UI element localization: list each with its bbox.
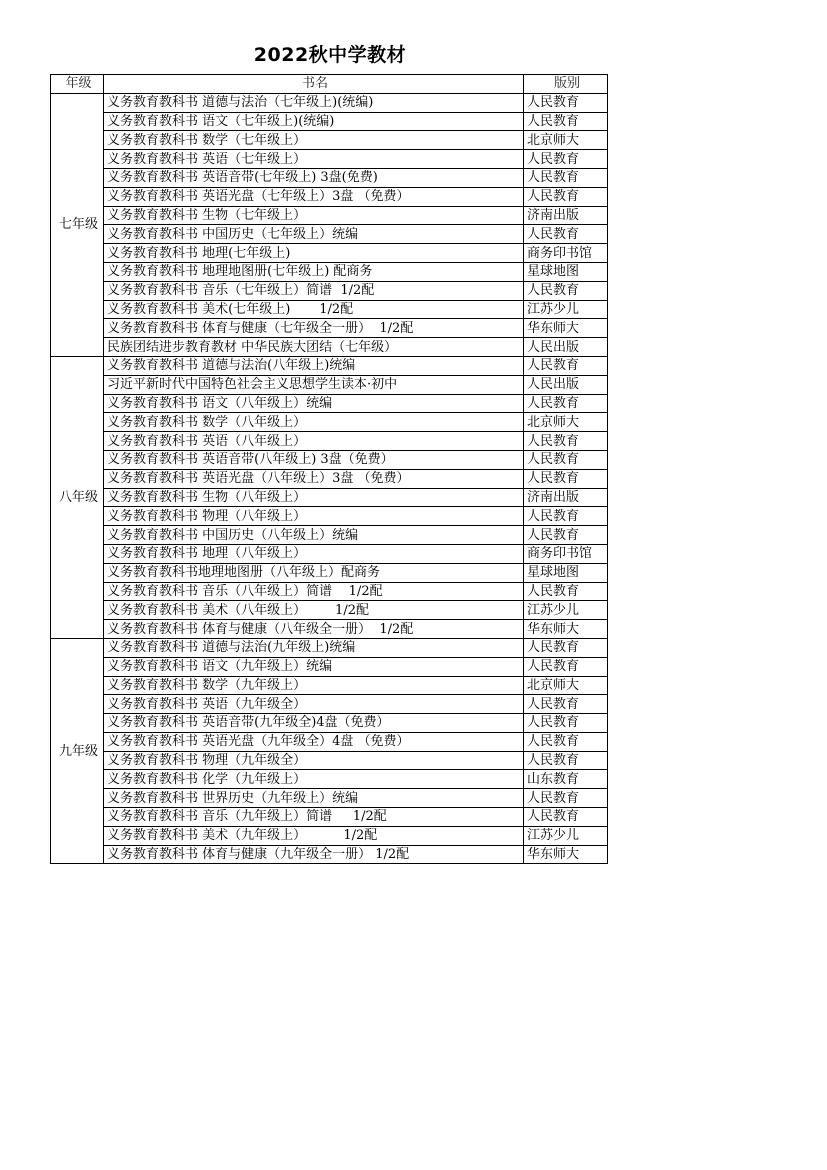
book-title-cell: 义务教育教科书 英语音带(九年级全)4盘（免费） [104, 714, 524, 733]
publisher-cell: 星球地图 [524, 563, 608, 582]
book-title-cell: 义务教育教科书 语文（八年级上）统编 [104, 394, 524, 413]
book-title-cell: 义务教育教科书 物理（八年级上） [104, 507, 524, 526]
table-row [51, 657, 608, 676]
book-title-cell: 义务教育教科书 生物（七年级上） [104, 206, 524, 225]
book-title-cell: 义务教育教科书 体育与健康（八年级全一册） 1/2配 [104, 620, 524, 639]
publisher-cell: 人民教育 [524, 714, 608, 733]
table-row [51, 695, 608, 714]
publisher-cell: 人民教育 [524, 507, 608, 526]
table-row [51, 281, 608, 300]
book-title-cell: 义务教育教科书 美术（九年级上） 1/2配 [104, 826, 524, 845]
table-row [51, 244, 608, 263]
publisher-cell: 人民教育 [524, 150, 608, 169]
textbook-table-body [51, 75, 608, 864]
table-row [51, 714, 608, 733]
book-title-cell: 义务教育教科书 道德与法治(八年级上)统编 [104, 356, 524, 375]
publisher-cell: 华东师大 [524, 319, 608, 338]
publisher-cell: 济南出版 [524, 488, 608, 507]
publisher-cell: 北京师大 [524, 413, 608, 432]
table-row [51, 469, 608, 488]
book-title-cell: 义务教育教科书 英语音带(八年级上) 3盘（免费） [104, 450, 524, 469]
book-title-cell: 义务教育教科书 中国历史（八年级上）统编 [104, 526, 524, 545]
book-title-cell: 义务教育教科书 英语光盘（八年级上）3盘 （免费） [104, 469, 524, 488]
publisher-cell: 北京师大 [524, 131, 608, 150]
book-title-cell: 义务教育教科书 生物（八年级上） [104, 488, 524, 507]
book-title-cell: 义务教育教科书地理地图册（八年级上）配商务 [104, 563, 524, 582]
publisher-cell: 人民教育 [524, 281, 608, 300]
table-row [51, 488, 608, 507]
book-title-cell: 义务教育教科书 英语（九年级全） [104, 695, 524, 714]
header-book: 书名 [104, 75, 524, 94]
publisher-cell: 人民教育 [524, 657, 608, 676]
publisher-cell: 人民教育 [524, 751, 608, 770]
publisher-cell: 人民教育 [524, 112, 608, 131]
publisher-cell: 江苏少儿 [524, 300, 608, 319]
book-title-cell: 义务教育教科书 英语音带(七年级上) 3盘(免费) [104, 168, 524, 187]
publisher-cell: 华东师大 [524, 845, 608, 864]
table-row [51, 507, 608, 526]
publisher-cell: 人民教育 [524, 638, 608, 657]
book-title-cell: 义务教育教科书 地理（八年级上） [104, 544, 524, 563]
book-title-cell: 义务教育教科书 数学（八年级上） [104, 413, 524, 432]
table-row [51, 432, 608, 451]
table-row [51, 131, 608, 150]
book-title-cell: 义务教育教科书 音乐（九年级上）简谱 1/2配 [104, 808, 524, 827]
book-title-cell: 义务教育教科书 体育与健康（七年级全一册） 1/2配 [104, 319, 524, 338]
book-title-cell: 义务教育教科书 音乐（七年级上）简谱 1/2配 [104, 281, 524, 300]
publisher-cell: 江苏少儿 [524, 826, 608, 845]
book-title-cell: 义务教育教科书 语文（七年级上)(统编) [104, 112, 524, 131]
book-title-cell: 义务教育教科书 世界历史（九年级上）统编 [104, 789, 524, 808]
header-publisher: 版别 [524, 75, 608, 94]
table-row [51, 394, 608, 413]
publisher-cell: 商务印书馆 [524, 244, 608, 263]
publisher-cell: 人民教育 [524, 394, 608, 413]
table-row [51, 187, 608, 206]
table-row [51, 544, 608, 563]
publisher-cell: 人民教育 [524, 526, 608, 545]
table-row [51, 601, 608, 620]
header-grade: 年级 [51, 75, 104, 94]
publisher-cell: 星球地图 [524, 262, 608, 281]
publisher-cell: 人民教育 [524, 582, 608, 601]
book-title-cell: 义务教育教科书 中国历史（七年级上）统编 [104, 225, 524, 244]
book-title-cell: 义务教育教科书 英语（七年级上） [104, 150, 524, 169]
page-title: 2022秋中学教材 [253, 44, 407, 66]
table-row [51, 262, 608, 281]
publisher-cell: 人民教育 [524, 93, 608, 112]
book-title-cell: 义务教育教科书 数学（九年级上） [104, 676, 524, 695]
book-title-cell: 义务教育教科书 化学（九年级上） [104, 770, 524, 789]
book-title-cell: 义务教育教科书 数学（七年级上） [104, 131, 524, 150]
table-row [51, 563, 608, 582]
book-title-cell: 义务教育教科书 道德与法治(九年级上)统编 [104, 638, 524, 657]
book-title-cell: 义务教育教科书 美术(七年级上) 1/2配 [104, 300, 524, 319]
publisher-cell: 人民教育 [524, 450, 608, 469]
table-row [51, 225, 608, 244]
publisher-cell: 人民教育 [524, 168, 608, 187]
publisher-cell: 人民教育 [524, 789, 608, 808]
table-row [51, 93, 608, 112]
grade-cell: 七年级 [51, 93, 104, 356]
publisher-cell: 人民教育 [524, 469, 608, 488]
book-title-cell: 义务教育教科书 地理地图册(七年级上) 配商务 [104, 262, 524, 281]
table-row [51, 826, 608, 845]
book-title-cell: 习近平新时代中国特色社会主义思想学生读本·初中 [104, 375, 524, 394]
table-row [51, 676, 608, 695]
table-row [51, 770, 608, 789]
table-row [51, 620, 608, 639]
publisher-cell: 人民教育 [524, 187, 608, 206]
book-title-cell: 义务教育教科书 物理（九年级全） [104, 751, 524, 770]
table-row [51, 300, 608, 319]
grade-cell: 八年级 [51, 356, 104, 638]
table-row [51, 638, 608, 657]
table-row [51, 338, 608, 357]
publisher-cell: 北京师大 [524, 676, 608, 695]
table-row [51, 356, 608, 375]
table-row [51, 168, 608, 187]
publisher-cell: 人民教育 [524, 732, 608, 751]
table-row [51, 582, 608, 601]
book-title-cell: 义务教育教科书 地理(七年级上) [104, 244, 524, 263]
table-row [51, 808, 608, 827]
table-row [51, 319, 608, 338]
book-title-cell: 义务教育教科书 语文（九年级上）统编 [104, 657, 524, 676]
book-title-cell: 义务教育教科书 英语光盘（七年级上）3盘 （免费） [104, 187, 524, 206]
publisher-cell: 人民出版 [524, 338, 608, 357]
table-row [51, 375, 608, 394]
table-row [51, 732, 608, 751]
grade-cell: 九年级 [51, 638, 104, 864]
header-row [51, 75, 608, 94]
table-row [51, 413, 608, 432]
publisher-cell: 人民教育 [524, 356, 608, 375]
publisher-cell: 人民教育 [524, 695, 608, 714]
table-row [51, 206, 608, 225]
publisher-cell: 人民教育 [524, 432, 608, 451]
book-title-cell: 义务教育教科书 体育与健康（九年级全一册） 1/2配 [104, 845, 524, 864]
book-title-cell: 义务教育教科书 道德与法治（七年级上)(统编) [104, 93, 524, 112]
table-row [51, 789, 608, 808]
publisher-cell: 商务印书馆 [524, 544, 608, 563]
publisher-cell: 人民教育 [524, 808, 608, 827]
book-title-cell: 义务教育教科书 美术（八年级上） 1/2配 [104, 601, 524, 620]
publisher-cell: 山东教育 [524, 770, 608, 789]
book-title-cell: 义务教育教科书 英语光盘（九年级全）4盘 （免费） [104, 732, 524, 751]
table-row [51, 751, 608, 770]
book-title-cell: 义务教育教科书 音乐（八年级上）简谱 1/2配 [104, 582, 524, 601]
publisher-cell: 人民出版 [524, 375, 608, 394]
publisher-cell: 人民教育 [524, 225, 608, 244]
publisher-cell: 江苏少儿 [524, 601, 608, 620]
book-title-cell: 义务教育教科书 英语（八年级上） [104, 432, 524, 451]
table-row [51, 150, 608, 169]
table-row [51, 845, 608, 864]
table-row [51, 450, 608, 469]
publisher-cell: 济南出版 [524, 206, 608, 225]
table-row [51, 112, 608, 131]
table-row [51, 526, 608, 545]
textbook-table [50, 74, 608, 864]
book-title-cell: 民族团结进步教育教材 中华民族大团结（七年级） [104, 338, 524, 357]
publisher-cell: 华东师大 [524, 620, 608, 639]
